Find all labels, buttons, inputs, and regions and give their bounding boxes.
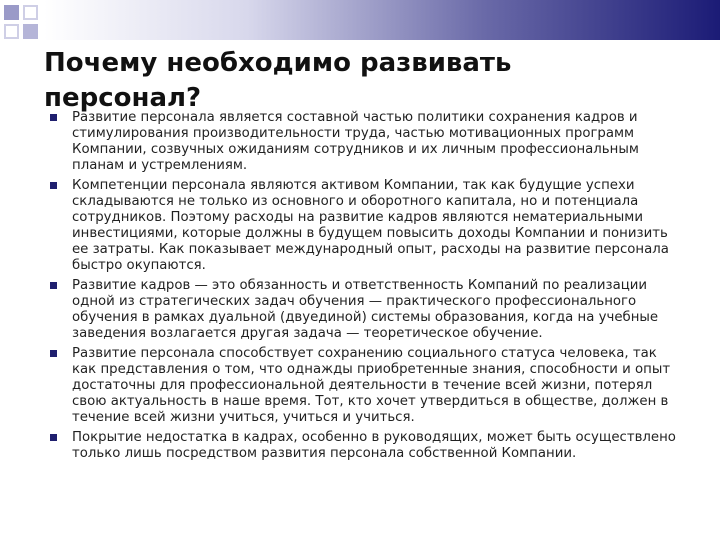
square-bullet-icon	[50, 282, 57, 289]
decorative-square	[4, 5, 19, 20]
slide-title: Почему необходимо развивать персонал?	[44, 48, 512, 113]
bullet-text: Развитие персонала является составной частью политики сохранения кадров и стимулирования производительности труда, частью мотивационных программ Компании, созвучных ожиданиям сотрудников и их личным профессиональным планам и устремлениям.	[72, 110, 639, 173]
header-gradient-band	[44, 0, 720, 40]
bullet-text: Покрытие недостатка в кадрах, особенно в руководящих, может быть осуществлено только лишь посредством развития персонала собственной Компании.	[72, 430, 676, 461]
square-bullet-icon	[50, 350, 57, 357]
square-bullet-icon	[50, 434, 57, 441]
bullet-list	[50, 110, 680, 466]
square-bullet-icon	[50, 182, 57, 189]
decorative-square	[23, 5, 38, 20]
bullet-item	[50, 278, 680, 342]
bullet-text: Развитие кадров — это обязанность и ответственность Компаний по реализации одной из стратегических задач обучения — практического профессионального обучения в рамках дуальной (двуединой) системы образования, когда на учебные заведения возлагается другая задача — теоретическое обучение.	[72, 278, 659, 341]
decorative-square	[23, 24, 38, 39]
bullet-item	[50, 178, 680, 274]
bullet-item	[50, 110, 680, 174]
bullet-text: Развитие персонала способствует сохранению социального статуса человека, так как представления о том, что однажды приобретенные знания, способности и опыт достаточны для профессиональной деятельности в течение всей жизни, потерял свою актуальность в наше время. Тот, кто хочет утвердиться в обществе, должен в течение всей жизни учиться, учиться и учиться.	[72, 346, 671, 425]
bullet-item	[50, 346, 680, 426]
bullet-item	[50, 430, 680, 462]
bullet-text: Компетенции персонала являются активом Компании, так как будущие успехи складываются не только из основного и оборотного капитала, но и потенциала сотрудников. Поэтому расходы на развитие кадров являются нематериальными инвестициями, которые должны в будущем повысить доходы Компании и понизить ее затраты. Как показывает международный опыт, расходы на развитие персонала быстро окупаются.	[72, 178, 669, 273]
square-bullet-icon	[50, 114, 57, 121]
decorative-square	[4, 24, 19, 39]
